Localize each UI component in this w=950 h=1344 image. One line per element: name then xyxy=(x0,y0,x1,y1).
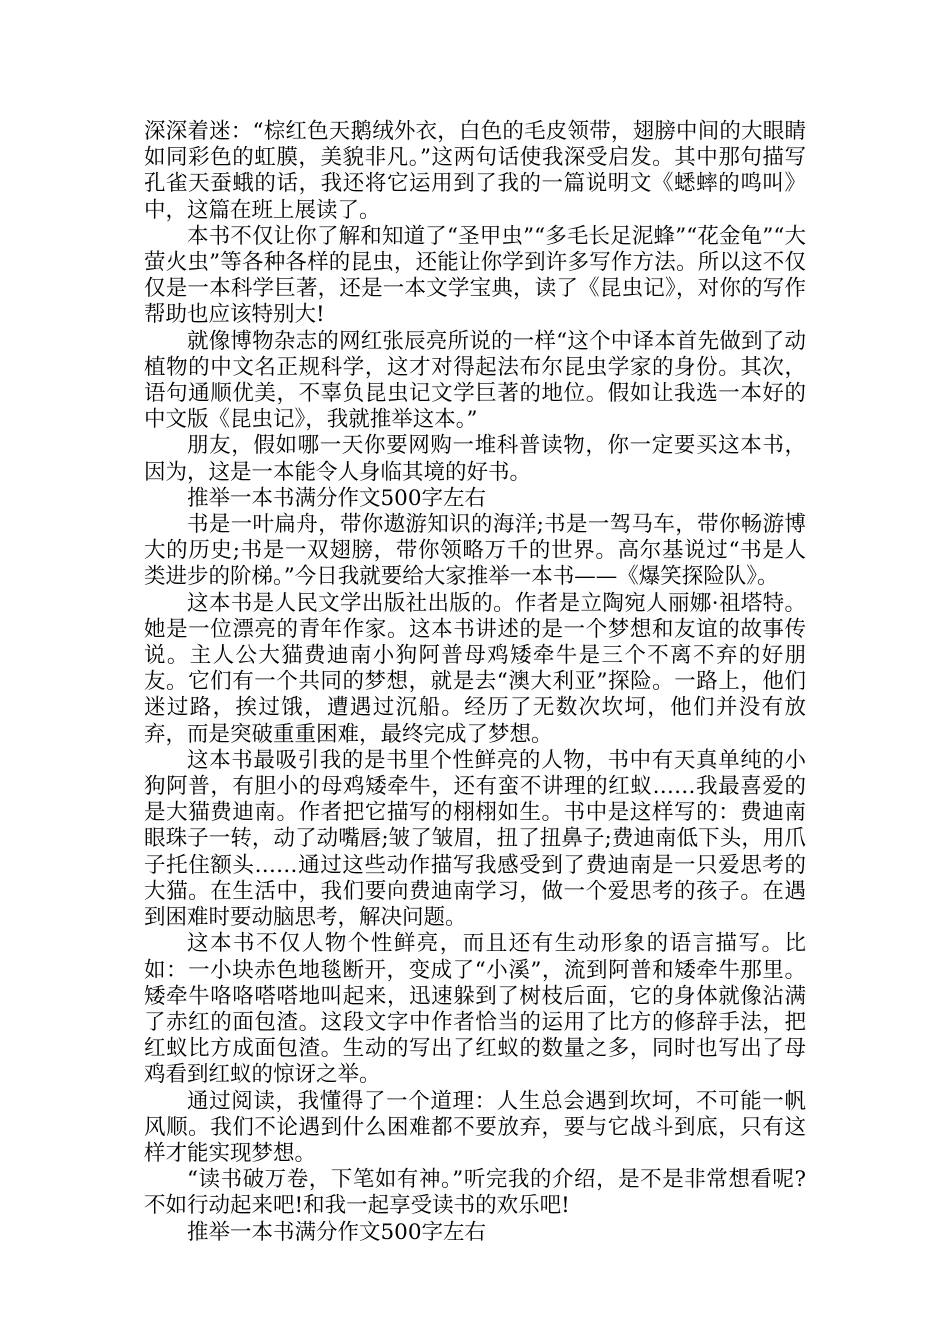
paragraph: “读书破万卷，下笔如有神。”听完我的介绍，是不是非常想看呢?不如行动起来吧!和我一起享受读书的欢乐吧! xyxy=(144,1167,806,1219)
essay-heading: 推举一本书满分作文500字左右 xyxy=(187,1219,487,1245)
paragraph: 这本书不仅人物个性鲜亮，而且还有生动形象的语言描写。比如：一小块赤色地毯断开，变成了“小溪”，流到阿普和矮牵牛那里。矮牵牛咯咯嗒嗒地叫起来，迅速躲到了树枝后面，它的身体就像沾满了赤红的面包渣。这段文字中作者恰当的运用了比方的修辞手法，把红蚁比方成面包渣。生动的写出了红蚁的数量之多，同时也写出了母鸡看到红蚁的惊讶之举。 xyxy=(144,931,806,1088)
paragraph: 就像博物杂志的网红张辰亮所说的一样“这个中译本首先做到了动植物的中文名正规科学，这才对得起法布尔昆虫学家的身份。其次，语句通顺优美，不辜负昆虫记文学巨著的地位。假如让我选一本好的中文版《昆虫记》，我就推举这本。” xyxy=(144,328,806,433)
paragraph: 通过阅读，我懂得了一个道理：人生总会遇到坎坷，不可能一帆风顺。我们不论遇到什么困难都不要放弃，要与它战斗到底，只有这样才能实现梦想。 xyxy=(144,1088,806,1166)
essay-body xyxy=(144,119,806,1246)
essay-heading: 推举一本书满分作文500字左右 xyxy=(187,485,487,511)
paragraph: 书是一叶扁舟，带你遨游知识的海洋;书是一驾马车，带你畅游博大的历史;书是一双翅膀，带你领略万千的世界。高尔基说过“书是人类进步的阶梯。”今日我就要给大家推举一本书——《爆笑探险队》。 xyxy=(144,512,806,590)
paragraph: 这本书最吸引我的是书里个性鲜亮的人物，书中有天真单纯的小狗阿普，有胆小的母鸡矮牵牛，还有蛮不讲理的红蚁……我最喜爱的是大猫费迪南。作者把它描写的栩栩如生。书中是这样写的：费迪南眼珠子一转，动了动嘴唇;皱了皱眉，扭了扭鼻子;费迪南低下头，用爪子托住额头……通过这些动作描写我感受到了费迪南是一只爱思考的大猫。在生活中，我们要向费迪南学习，做一个爱思考的孩子。在遇到困难时要动脑思考，解决问题。 xyxy=(144,747,806,931)
paragraph: 这本书是人民文学出版社出版的。作者是立陶宛人丽娜·祖塔特。她是一位漂亮的青年作家。这本书讲述的是一个梦想和友谊的故事传说。主人公大猫费迪南小狗阿普母鸡矮牵牛是三个不离不弃的好朋友。它们有一个共同的梦想，就是去“澳大利亚”探险。一路上，他们迷过路，挨过饿，遭遇过沉船。经历了无数次坎坷，他们并没有放弃，而是突破重重困难，最终完成了梦想。 xyxy=(144,590,806,747)
paragraph: 深深着迷：“棕红色天鹅绒外衣，白色的毛皮领带，翅膀中间的大眼睛如同彩色的虹膜，美貌非凡。”这两句话使我深受启发。其中那句描写孔雀天蚕蛾的话，我还将它运用到了我的一篇说明文《蟋蟀的鸣叫》中，这篇在班上展读了。 xyxy=(144,119,806,223)
paragraph: 本书不仅让你了解和知道了“圣甲虫”“多毛长足泥蜂”“花金龟”“大萤火虫”等各种各样的昆虫，还能让你学到许多写作方法。所以这不仅仅是一本科学巨著，还是一本文学宝典，读了《昆虫记》，对你的写作帮助也应该特别大! xyxy=(144,223,806,328)
paragraph: 朋友，假如哪一天你要网购一堆科普读物，你一定要买这本书，因为，这是一本能令人身临其境的好书。 xyxy=(144,433,806,485)
